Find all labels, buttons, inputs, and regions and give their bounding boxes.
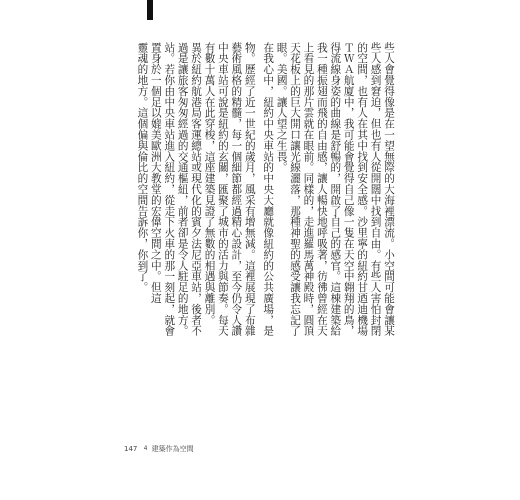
text-column: 些人會覺得像是在一望無際的大海裡漂流。小空間可能會讓某 <box>383 42 395 337</box>
text-column: 物。歷經了近一世紀的歲月，風采有增無減。這裡展現了布雜 <box>243 42 256 337</box>
text-column: 得流線身姿的曲線是舒暢的，開啟了自己的感官。這棟建築給 <box>329 42 342 337</box>
page-footer <box>124 444 194 454</box>
text-column: 異於紐約航港局客運總站或現代化的賓夕法尼亞車站，後者不 <box>190 42 203 337</box>
text-column: 我一種振翅而飛的自由感，讓人暢快地呼吸著，彷彿曾經在天 <box>315 42 328 337</box>
text-column: 中央車站可說是紐約的玄關，匯聚了城市的活力與節奏。每天 <box>216 42 229 337</box>
text-column: 有數十萬人在此穿梭，這座建築見證了無數的相遇與離別。 <box>203 42 216 326</box>
text-column: 站。若你由中央車站進入紐約，從走下火車的那一刻起，就會 <box>163 42 176 337</box>
top-black-bar <box>147 0 153 20</box>
text-column: 置身於一個足以媲美歐洲大教堂的宏偉空間之中。但這 <box>149 42 162 304</box>
text-column: 天花板上的巨大開口讓光線灑落，那種神聖的感受讓我忘記了 <box>289 42 302 337</box>
chapter-marker: 4 <box>143 445 148 452</box>
vertical-text-body <box>136 42 396 397</box>
text-column: 靈魂的地方。這個偏與倫比的空間告訴你，你到了。 <box>136 42 149 293</box>
text-column: 藝術風格的精髓，每一個細節都經過精心設計，至今仍令人讚 <box>230 42 243 337</box>
text-column: 在我心中，紐約中央車站的中央大廳就像紐約的公共廣場，是 <box>262 42 275 337</box>
text-column: 眼。美國。讓人望之生畏。 <box>275 42 288 173</box>
text-column: 過是讓旅客匆匆經過的交通樞紐，前者卻是令人駐足的地方。 <box>176 42 189 337</box>
running-title: 建築作為空間 <box>151 445 194 453</box>
text-column: 的空間，也有人在其中找到安全感。沙里寧的紐約甘迺迪機場 <box>356 42 369 337</box>
text-column: ＴＷＡ航廈中，我可能會覺得自己像一隻在天空中翱翔的鳥， <box>342 42 355 337</box>
text-column: 上看見的那片雲就在眼前。同樣的，走進羅馬萬神殿時，圓頂 <box>302 42 315 337</box>
page-number: 147 <box>124 445 138 453</box>
text-column: 些人感到窘迫，但也有人從開闊中找到自由。有些人害怕封閉 <box>369 42 382 337</box>
